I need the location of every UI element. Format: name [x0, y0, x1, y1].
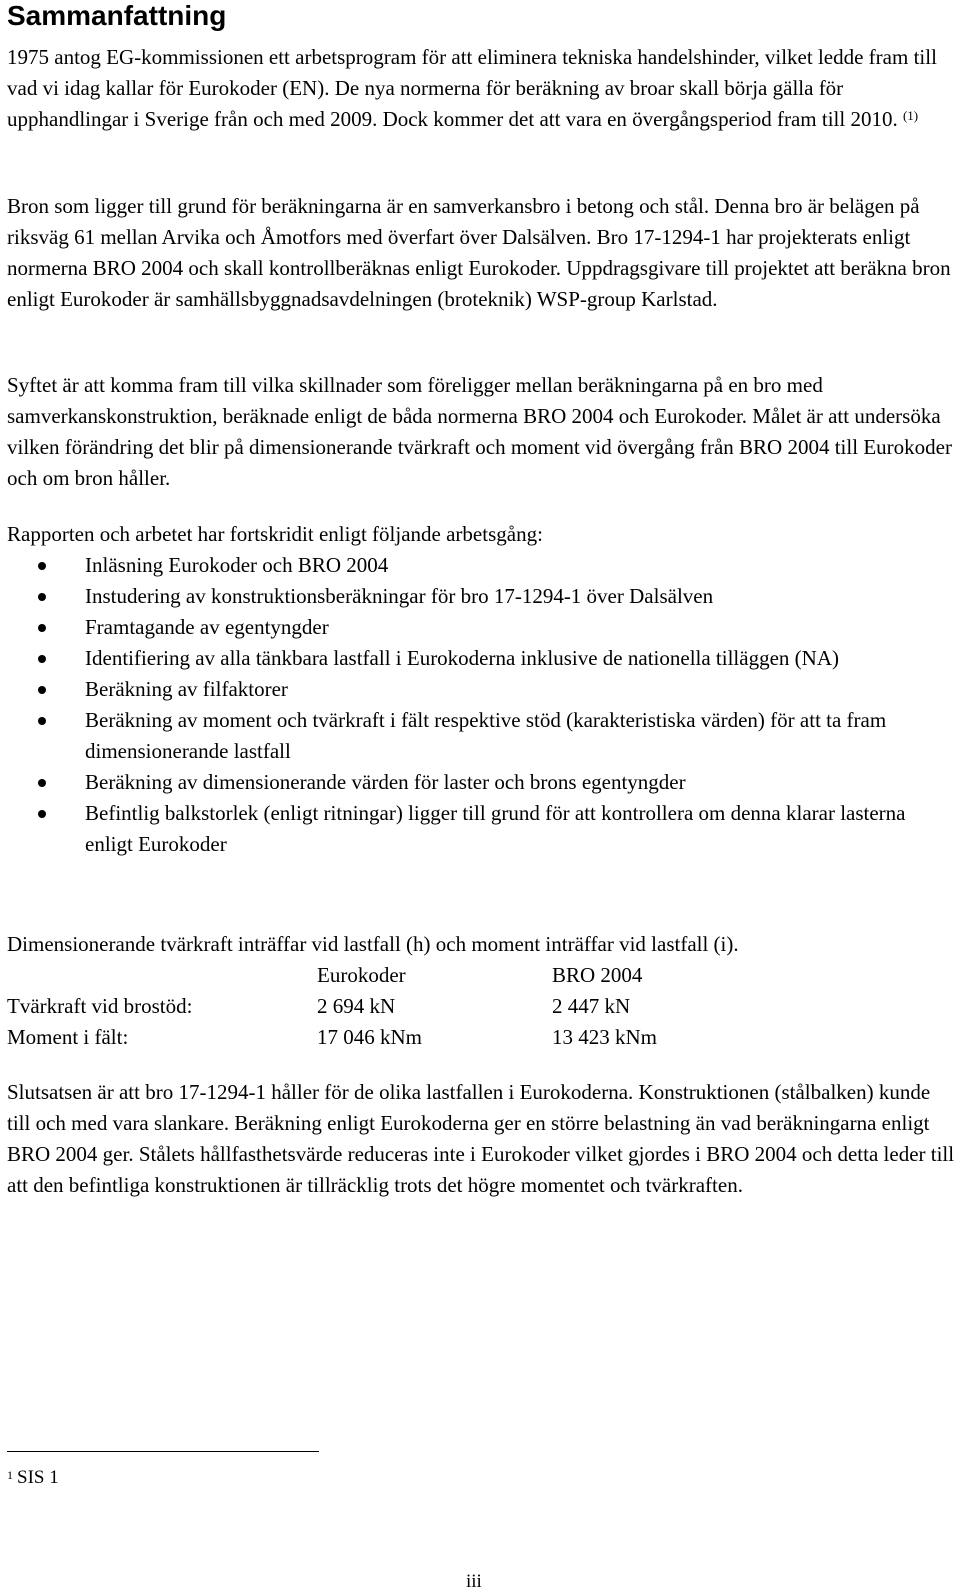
bullet-icon	[38, 686, 46, 694]
table-cell: 2 447 kN	[552, 994, 631, 1018]
list-item	[0, 798, 955, 860]
list-item	[0, 612, 955, 643]
list-item-text: Identifiering av alla tänkbara lastfall i Eurokoderna inklusive de nationella tilläggen (NA)	[85, 646, 839, 670]
table-cell: 13 423 kNm	[552, 1025, 657, 1049]
table-cell: Tvärkraft vid brostöd:	[7, 994, 193, 1018]
list-item	[0, 550, 955, 581]
footnote-number: 1	[7, 1468, 13, 1482]
paragraph-conclusion: Slutsatsen är att bro 17-1294-1 håller för de olika lastfallen i Eurokoderna. Konstruktionen (stålbalken) kunde till och med vara slankare. Beräkning enligt Eurokoderna ger en större belastning än vad beräkningarna enligt BRO 2004 ger. Stålets hållfasthetsvärde reduceras inte i Eurokoder vilket gjordes i BRO 2004 och detta leder till att den befintliga konstruktionen är tillräcklig trots det högre momentet och tvärkraften.	[7, 1080, 955, 1197]
table-cell: 17 046 kNm	[317, 1025, 422, 1049]
reference-marker: (1)	[902, 108, 919, 123]
list-item	[0, 705, 955, 767]
bullet-icon	[38, 624, 46, 632]
footnote	[7, 1466, 59, 1490]
list-item-text: Beräkning av filfaktorer	[85, 677, 288, 701]
list-item-text: Beräkning av dimensionerande värden för laster och brons egentyngder	[85, 770, 686, 794]
table-cell: Moment i fält:	[7, 1025, 129, 1049]
table-cell: 2 694 kN	[317, 994, 396, 1018]
table-header-cell: BRO 2004	[552, 963, 643, 987]
list-item-text: Instudering av konstruktionsberäkningar för bro 17-1294-1 över Dalsälven	[85, 584, 714, 608]
page-number: iii	[466, 1571, 482, 1592]
bullet-icon	[38, 810, 46, 818]
list-item-text: Beräkning av moment och tvärkraft i fält respektive stöd (karakteristiska värden) för att ta fram dimensionerande lastfall	[85, 708, 887, 763]
paragraph-bridge: Bron som ligger till grund för beräkningarna är en samverkansbro i betong och stål. Denna bro är belägen på riksväg 61 mellan Arvika och Åmotfors med överfart över Dalsälven. Bro 17-1294-1 har projekterats enligt normerna BRO 2004 och skall kontrollberäknas enligt Eurokoder. Uppdragsgivare till projektet att beräkna bron enligt Eurokoder är samhällsbyggnadsavdelningen (broteknik) WSP-group Karlstad.	[7, 194, 951, 311]
list-item	[0, 674, 955, 705]
bullet-icon	[38, 655, 46, 663]
paragraph-workflow-intro: Rapporten och arbetet har fortskridit enligt följande arbetsgång:	[7, 522, 543, 546]
bullet-icon	[38, 717, 46, 725]
paragraph-dimensioning: Dimensionerande tvärkraft inträffar vid lastfall (h) och moment inträffar vid lastfall (i).	[7, 932, 739, 956]
workflow-list	[0, 550, 955, 860]
list-item-text: Befintlig balkstorlek (enligt ritningar) ligger till grund för att kontrollera om denna klarar lasterna enligt Eurokoder	[85, 801, 906, 856]
list-item-text: Inläsning Eurokoder och BRO 2004	[85, 553, 389, 577]
footnote-divider	[7, 1451, 319, 1452]
list-item-text: Framtagande av egentyngder	[85, 615, 329, 639]
bullet-icon	[38, 779, 46, 787]
list-item	[0, 581, 955, 612]
paragraph-intro-text: 1975 antog EG-kommissionen ett arbetsprogram för att eliminera tekniska handelshinder, vilket ledde fram till vad vi idag kallar för Eurokoder (EN). De nya normerna för beräkning av broar skall börja gälla för upphandlingar i Sverige från och med 2009. Dock kommer det att vara en övergångsperiod fram till 2010.	[7, 45, 937, 131]
bullet-icon	[38, 562, 46, 570]
list-item	[0, 643, 955, 674]
paragraph-intro	[7, 42, 957, 135]
page-title: Sammanfattning	[7, 0, 227, 31]
list-item	[0, 767, 955, 798]
footnote-text: SIS 1	[17, 1467, 59, 1488]
table-header-cell: Eurokoder	[317, 963, 406, 987]
bullet-icon	[38, 593, 46, 601]
paragraph-purpose: Syftet är att komma fram till vilka skillnader som föreligger mellan beräkningarna på en bro med samverkanskonstruktion, beräknade enligt de båda normerna BRO 2004 och Eurokoder. Målet är att undersöka vilken förändring det blir på dimensionerande tvärkraft och moment vid övergång från BRO 2004 till Eurokoder och om bron håller.	[7, 373, 952, 490]
